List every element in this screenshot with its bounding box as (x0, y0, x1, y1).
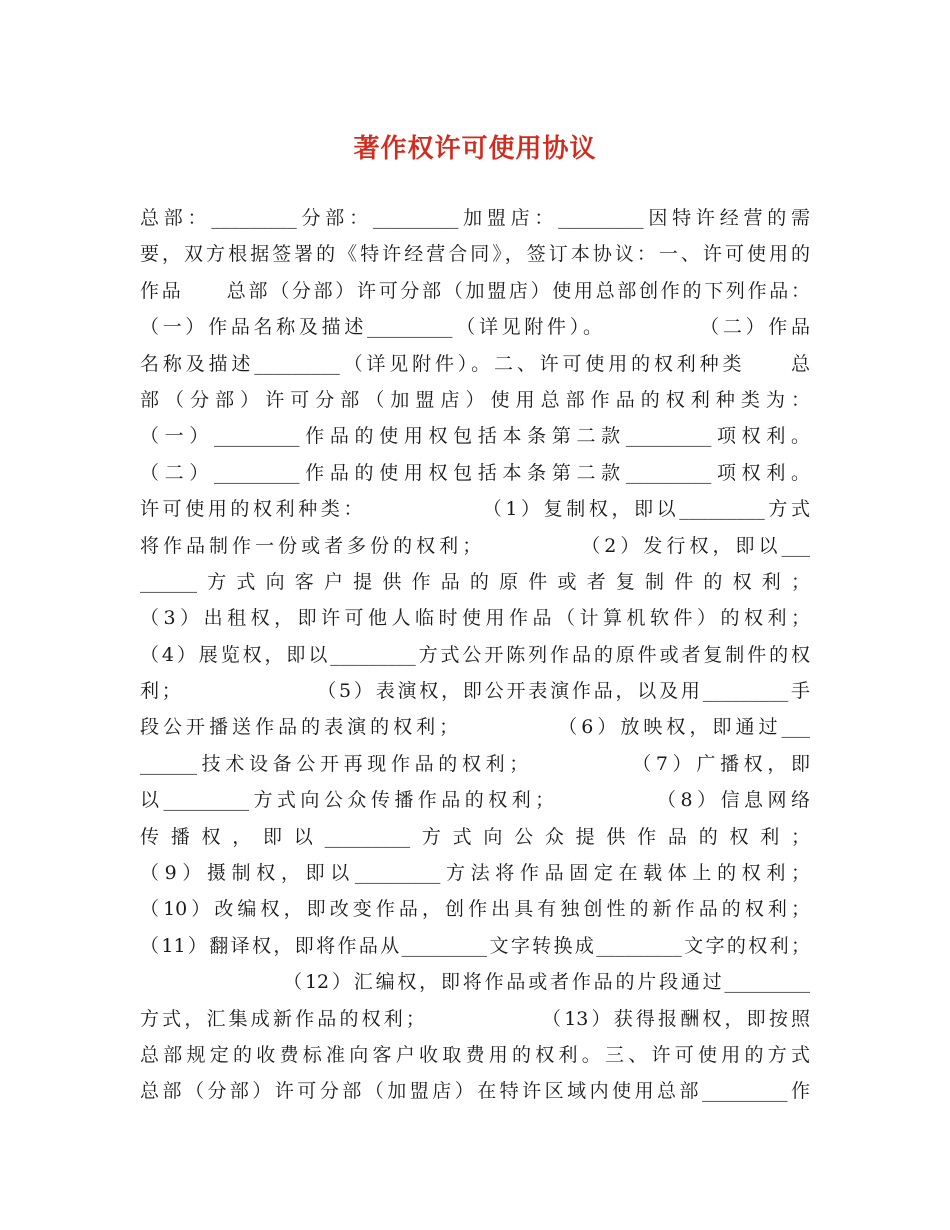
text-line: 传播权，即以_________方式向公众提供作品的权利； (140, 825, 810, 848)
text-line: ______方式向客户提供作品的原件或者复制件的权利； (140, 570, 810, 593)
text-line: （12）汇编权，即将作品或者作品的片段通过_________ (140, 971, 810, 994)
text-line: 以_________方式向公众传播作品的权利； （8）信息网络 (140, 789, 810, 812)
text-line: 要，双方根据签署的《特许经营合同》，签订本协议：一、许可使用的 (140, 243, 810, 266)
text-line: ______技术设备公开再现作品的权利； （7）广播权，即 (140, 752, 810, 775)
text-line: 许可使用的权利种类： （1）复制权，即以_________方式 (140, 498, 810, 521)
text-line: 名称及描述_________（详见附件）。二、许可使用的权利种类 总 (140, 352, 810, 375)
text-line: （3）出租权，即许可他人临时使用作品（计算机软件）的权利； (140, 607, 810, 630)
text-line: （9）摄制权，即以_________方法将作品固定在载体上的权利； (140, 862, 810, 885)
text-line: 将作品制作一份或者多份的权利； （2）发行权，即以___ (140, 534, 810, 557)
text-line: （4）展览权，即以_________方式公开陈列作品的原件或者复制件的权 (140, 643, 810, 666)
text-line: （一）作品名称及描述_________（详见附件）。 （二）作品 (140, 316, 810, 339)
text-line: 方式，汇集成新作品的权利； （13）获得报酬权，即按照 (140, 1007, 810, 1030)
text-line: 部（分部）许可分部（加盟店）使用总部作品的权利种类为： (140, 388, 810, 411)
text-line: 利； （5）表演权，即公开表演作品，以及用_________手 (140, 680, 810, 703)
text-line: 总部（分部）许可分部（加盟店）在特许区域内使用总部_________作 (140, 1080, 810, 1103)
document-body (140, 200, 810, 1110)
text-line: 段公开播送作品的表演的权利； （6）放映权，即通过___ (140, 716, 810, 739)
text-line: 总部：_________分部：_________加盟店：_________因特许经营的需 (140, 207, 810, 229)
text-line: （11）翻译权，即将作品从_________文字转换成_________文字的权利； (140, 934, 810, 957)
text-line: （一）_________作品的使用权包括本条第二款_________项权利。 (140, 425, 810, 448)
text-line: 作品 总部（分部）许可分部（加盟店）使用总部创作的下列作品： (140, 279, 810, 302)
text-line: （二）_________作品的使用权包括本条第二款_________项权利。 (140, 461, 810, 484)
document-title: 著作权许可使用协议 (353, 134, 597, 164)
text-line: （10）改编权，即改变作品，创作出具有独创性的新作品的权利； (140, 898, 810, 921)
text-line: 总部规定的收费标准向客户收取费用的权利。三、许可使用的方式 (140, 1043, 810, 1066)
